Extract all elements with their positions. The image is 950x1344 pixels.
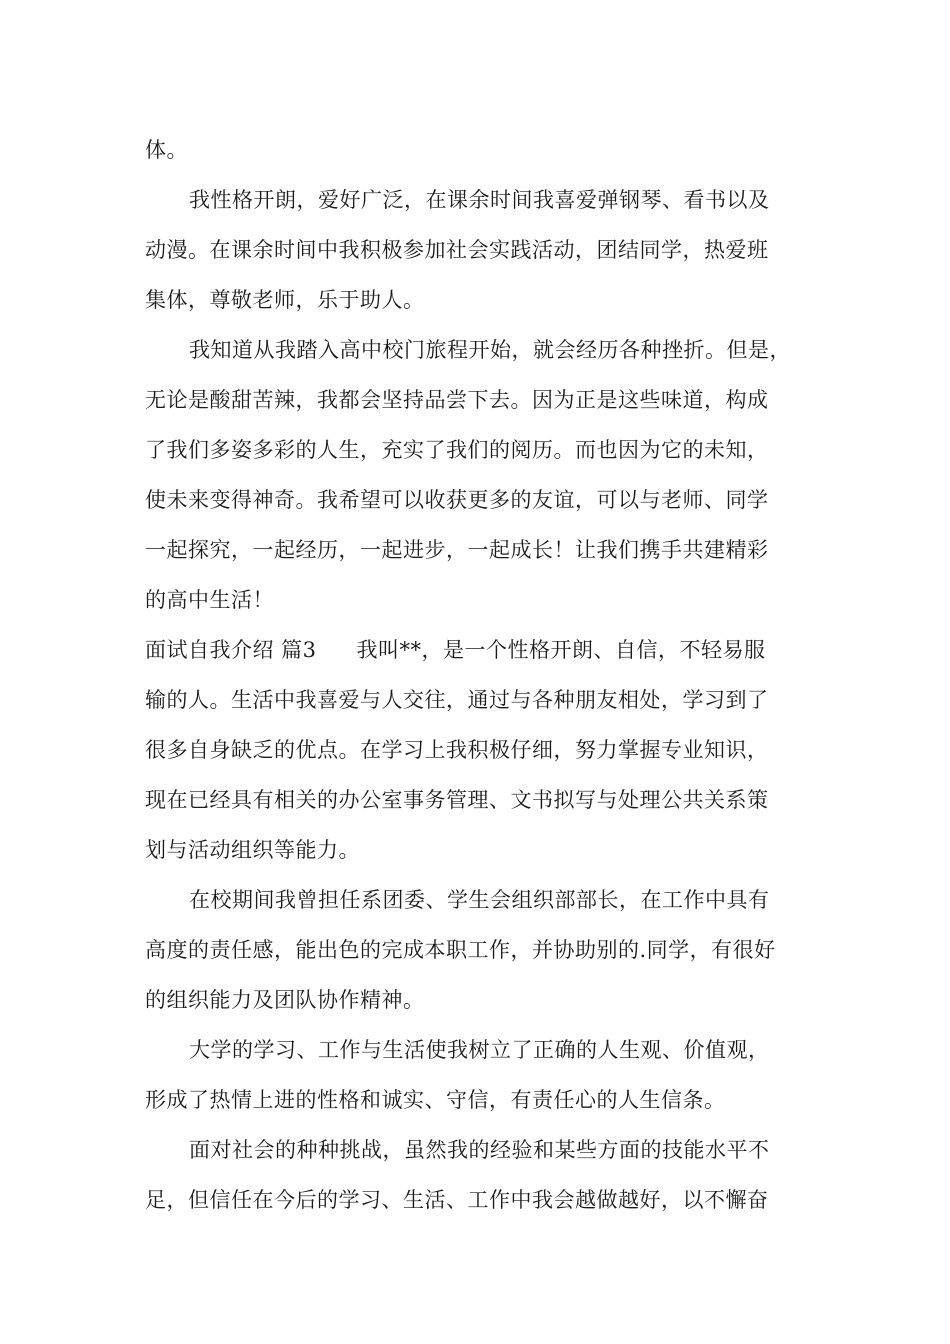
text-line: 体。	[145, 138, 188, 162]
text-line: 输的人。生活中我喜爱与人交往，通过与各种朋友相处，学习到了	[145, 688, 769, 712]
paragraph-start: 我知道从我踏入高中校门旅程开始，就会经历各种挫折。但是，	[189, 338, 791, 362]
paragraph-start: 我性格开朗，爱好广泛，在课余时间我喜爱弹钢琴、看书以及	[189, 188, 770, 212]
section-heading-line	[145, 625, 805, 675]
text-line: 足，但信任在今后的学习、生活、工作中我会越做越好，以不懈奋	[145, 1188, 769, 1212]
text-line: 一起探究，一起经历，一起进步，一起成长！让我们携手共建精彩	[145, 538, 769, 562]
document-page	[145, 125, 805, 1225]
text-run: 我叫**，是一个性格开朗、自信，不轻易服	[356, 638, 766, 662]
text-line: 的高中生活！	[145, 588, 274, 612]
text-line: 动漫。在课余时间中我积极参加社会实践活动，团结同学，热爱班	[145, 238, 769, 262]
paragraph-start: 面对社会的种种挑战，虽然我的经验和某些方面的技能水平不	[189, 1138, 770, 1162]
text-line: 现在已经具有相关的办公室事务管理、文书拟写与处理公共关系策	[145, 788, 769, 812]
text-line: 的组织能力及团队协作精神。	[145, 988, 425, 1012]
text-line: 形成了热情上进的性格和诚实、守信，有责任心的人生信条。	[145, 1088, 726, 1112]
paragraph-start: 在校期间我曾担任系团委、学生会组织部部长，在工作中具有	[189, 888, 770, 912]
text-line: 集体，尊敬老师，乐于助人。	[145, 288, 425, 312]
paragraph-start: 大学的学习、工作与生活使我树立了正确的人生观、价值观，	[189, 1038, 770, 1062]
text-line: 划与活动组织等能力。	[145, 838, 360, 862]
text-line: 无论是酸甜苦辣，我都会坚持品尝下去。因为正是这些味道，构成	[145, 388, 769, 412]
text-line: 使未来变得神奇。我希望可以收获更多的友谊，可以与老师、同学	[145, 488, 769, 512]
text-line: 了我们多姿多彩的人生，充实了我们的阅历。而也因为它的未知，	[145, 438, 769, 462]
text-line: 高度的责任感，能出色的完成本职工作，并协助别的.同学，有很好	[145, 938, 776, 962]
section-heading: 面试自我介绍 篇3	[145, 638, 317, 662]
text-line: 很多自身缺乏的优点。在学习上我积极仔细，努力掌握专业知识，	[145, 738, 769, 762]
